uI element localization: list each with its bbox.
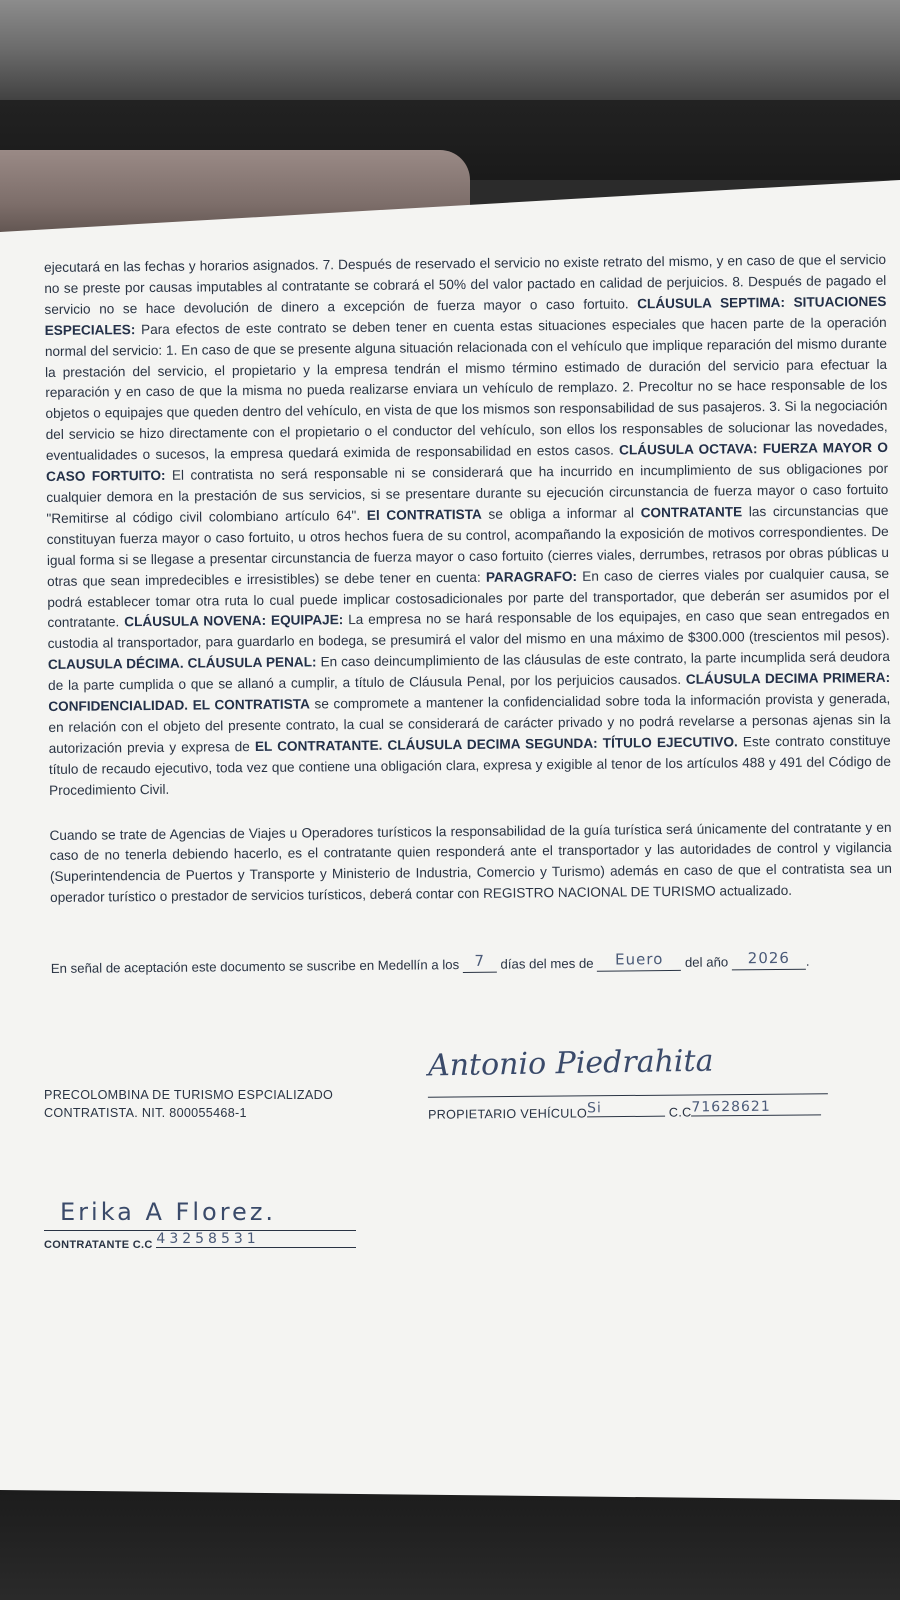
vehicle-blank <box>587 1102 665 1118</box>
propietario-label: PROPIETARIO VEHÍCULO <box>427 1106 588 1122</box>
clause-text: se compromete a mantener la confidencialidad sobre toda la información provista y generada, en relación con el objeto del presente contrato, la cual se considerará de carácter privado y no podrá revelarse a personas ajenas sin la autorización previa y expresa de <box>48 690 891 756</box>
day-blank <box>463 951 497 973</box>
clause-heading: CONTRATANTE <box>640 504 743 521</box>
clause-heading: El CONTRATISTA <box>366 506 482 523</box>
cc-blank <box>691 1100 821 1116</box>
acceptance-prefix: En señal de aceptación este documento se suscribe en Medellín a los <box>50 957 460 977</box>
acceptance-mid-1: días del mes de <box>500 955 594 972</box>
contratante-label: CONTRATANTE C.C <box>44 1239 153 1251</box>
month-blank <box>597 950 681 972</box>
background-bottom <box>0 1490 900 1600</box>
contratante-signature: Erika A Florez. <box>60 1198 277 1226</box>
propietario-signature: Antonio Piedrahita <box>427 1043 714 1084</box>
cc-label: C.C <box>668 1105 692 1120</box>
clause-heading: CLÁUSULA OCTAVA: FUERZA MAYOR O CASO FORTUITO: <box>46 440 888 485</box>
clause-text: En caso deincumplimiento de las cláusulas de este contrato, la parte incumplida será deudora de la parte cumplida o que se allanó a cumplir, a título de Cláusula Penal, por los perjuicios causados. <box>48 649 890 694</box>
acceptance-mid-2: del año <box>684 954 729 971</box>
clause-heading: CLÁUSULA SEPTIMA: SITUACIONES ESPECIALES: <box>44 293 887 338</box>
clause-text: Este contrato constituye título de recaudo ejecutivo, toda vez que contiene una obligación clara, expresa y exigible al tenor de los artículos 488 y 491 del Código de Procedimiento Civil. <box>48 732 891 798</box>
acceptance-suffix: . <box>805 953 810 969</box>
clause-heading: CLÁUSULA DECIMA PRIMERA: CONFIDENCIALIDAD. EL CONTRATISTA <box>48 670 891 715</box>
contratista-block <box>44 1088 333 1120</box>
contratante-cc: 43258531 <box>156 1231 260 1247</box>
contratista-company: PRECOLOMBINA DE TURISMO ESPCIALIZADO <box>44 1088 334 1102</box>
clause-text: se obliga a informar al <box>481 505 641 522</box>
clause-heading: CLÁUSULA NOVENA: EQUIPAJE: <box>124 612 344 630</box>
contract-clauses-text <box>44 250 891 802</box>
year-value: 2026 <box>747 949 791 968</box>
document-content <box>44 250 893 977</box>
clause-text: las circunstancias que constituyan fuerza mayor o caso fortuito, u otros hechos fuera de su control, acompañando la exposición de motivos correspondientes. De igual forma si se llegase a presentar circunstancia de fuerza mayor o caso fortuito (cierres viales, derrumbes, retrasos por obras públicas u otras que sean impredecibles e irresistibles) se debe tener en cuenta: <box>46 502 889 589</box>
vehicle-value: Si <box>586 1100 602 1117</box>
clause-heading: EL CONTRATANTE. CLÁUSULA DECIMA SEGUNDA: TÍTULO EJECUTIVO. <box>254 734 738 754</box>
contratante-cc-blank <box>156 1233 356 1248</box>
clause-text: En caso de cierres viales por cualquier causa, se podrá establecer tomar otra ruta lo cual puede implicar costosadicionales por parte del transportador, que deberán ser asumidos por el contratante. <box>47 565 890 631</box>
clause-text: ejecutará en las fechas y horarios asignados. 7. Después de reservado el servicio no existe retrato del mismo, y en caso de que el servicio no se preste por causas imputables al contratante se cobrará el 50% del valor pactado en calidad de perjuicios. 8. Después de pagado el servicio no se hace devolución de dinero a excepción de fuerza mayor o caso fortuito. <box>44 251 887 317</box>
clause-heading: CLAUSULA DÉCIMA. CLÁUSULA PENAL: <box>47 654 317 673</box>
clause-text: El contratista no será responsable ni se considerará que ha incurrido en incumplimiento de sus obligaciones por cualquier demora en la prestación de sus servicios, si se presentare durante su ejecución circunstancia de fuerza mayor o caso fortuito "Remitirse al código civil colombiano artículo 64". <box>46 460 889 526</box>
contratista-nit: CONTRATISTA. NIT. 800055468-1 <box>44 1106 247 1120</box>
contratante-block <box>44 1230 356 1251</box>
propietario-block <box>428 1093 828 1121</box>
background-top <box>0 0 900 110</box>
clause-heading: PARAGRAFO: <box>485 568 578 585</box>
clause-text: La empresa no se hará responsable de los equipajes, en caso que sean entregados en custodia al transportador, para guardarlo en bodega, se presumirá el valor del mismo en una máximo de $300.000 (trescientos mil pesos). <box>47 607 890 652</box>
year-blank <box>732 949 806 971</box>
tour-operator-paragraph: Cuando se trate de Agencias de Viajes u Operadores turísticos la responsabilidad de la guía turística será únicamente del contratante y en caso de no tenerla debiendo hacerlo, es el contratante quien responderá ante el transportador y las autoridades de control y vigilancia (Superintendencia de Puertos y Transporte y Ministerio de Industria, Comercio y Turismo) además en caso de que el contratista sea un operador turístico o prestador de servicios turísticos, deberá contar con REGISTRO NACIONAL DE TURISMO actualizado. <box>49 819 892 906</box>
clause-text: Para efectos de este contrato se deben tener en cuenta estas situaciones especiales que hacen parte de la operación normal del servicio: 1. En caso de que se presente alguna situación relacionada con el vehículo que implique reparación del mismo durante la prestación del servicio, el propietario y la empresa tendrán el mismo término estimado de duración del servicio para efectuar la reparación y en caso de que la misma no pueda realizarse enviara un vehículo de remplazo. 2. Precoltur no se hace responsable de los objetos o equipajes que queden dentro del vehículo, en vista de que los mismos son responsabilidad de sus pasajeros. 3. Si la negociación del servicio se hizo directamente con el propietario o el conductor del vehículo, son ellos los responsables de solucionar las novedades, eventualidades o sucesos, la empresa quedará eximida de responsabilidad en estos casos. <box>44 314 888 464</box>
day-value: 7 <box>474 951 486 971</box>
month-value: Euero <box>615 950 664 969</box>
propietario-cc: 71628621 <box>691 1098 771 1116</box>
